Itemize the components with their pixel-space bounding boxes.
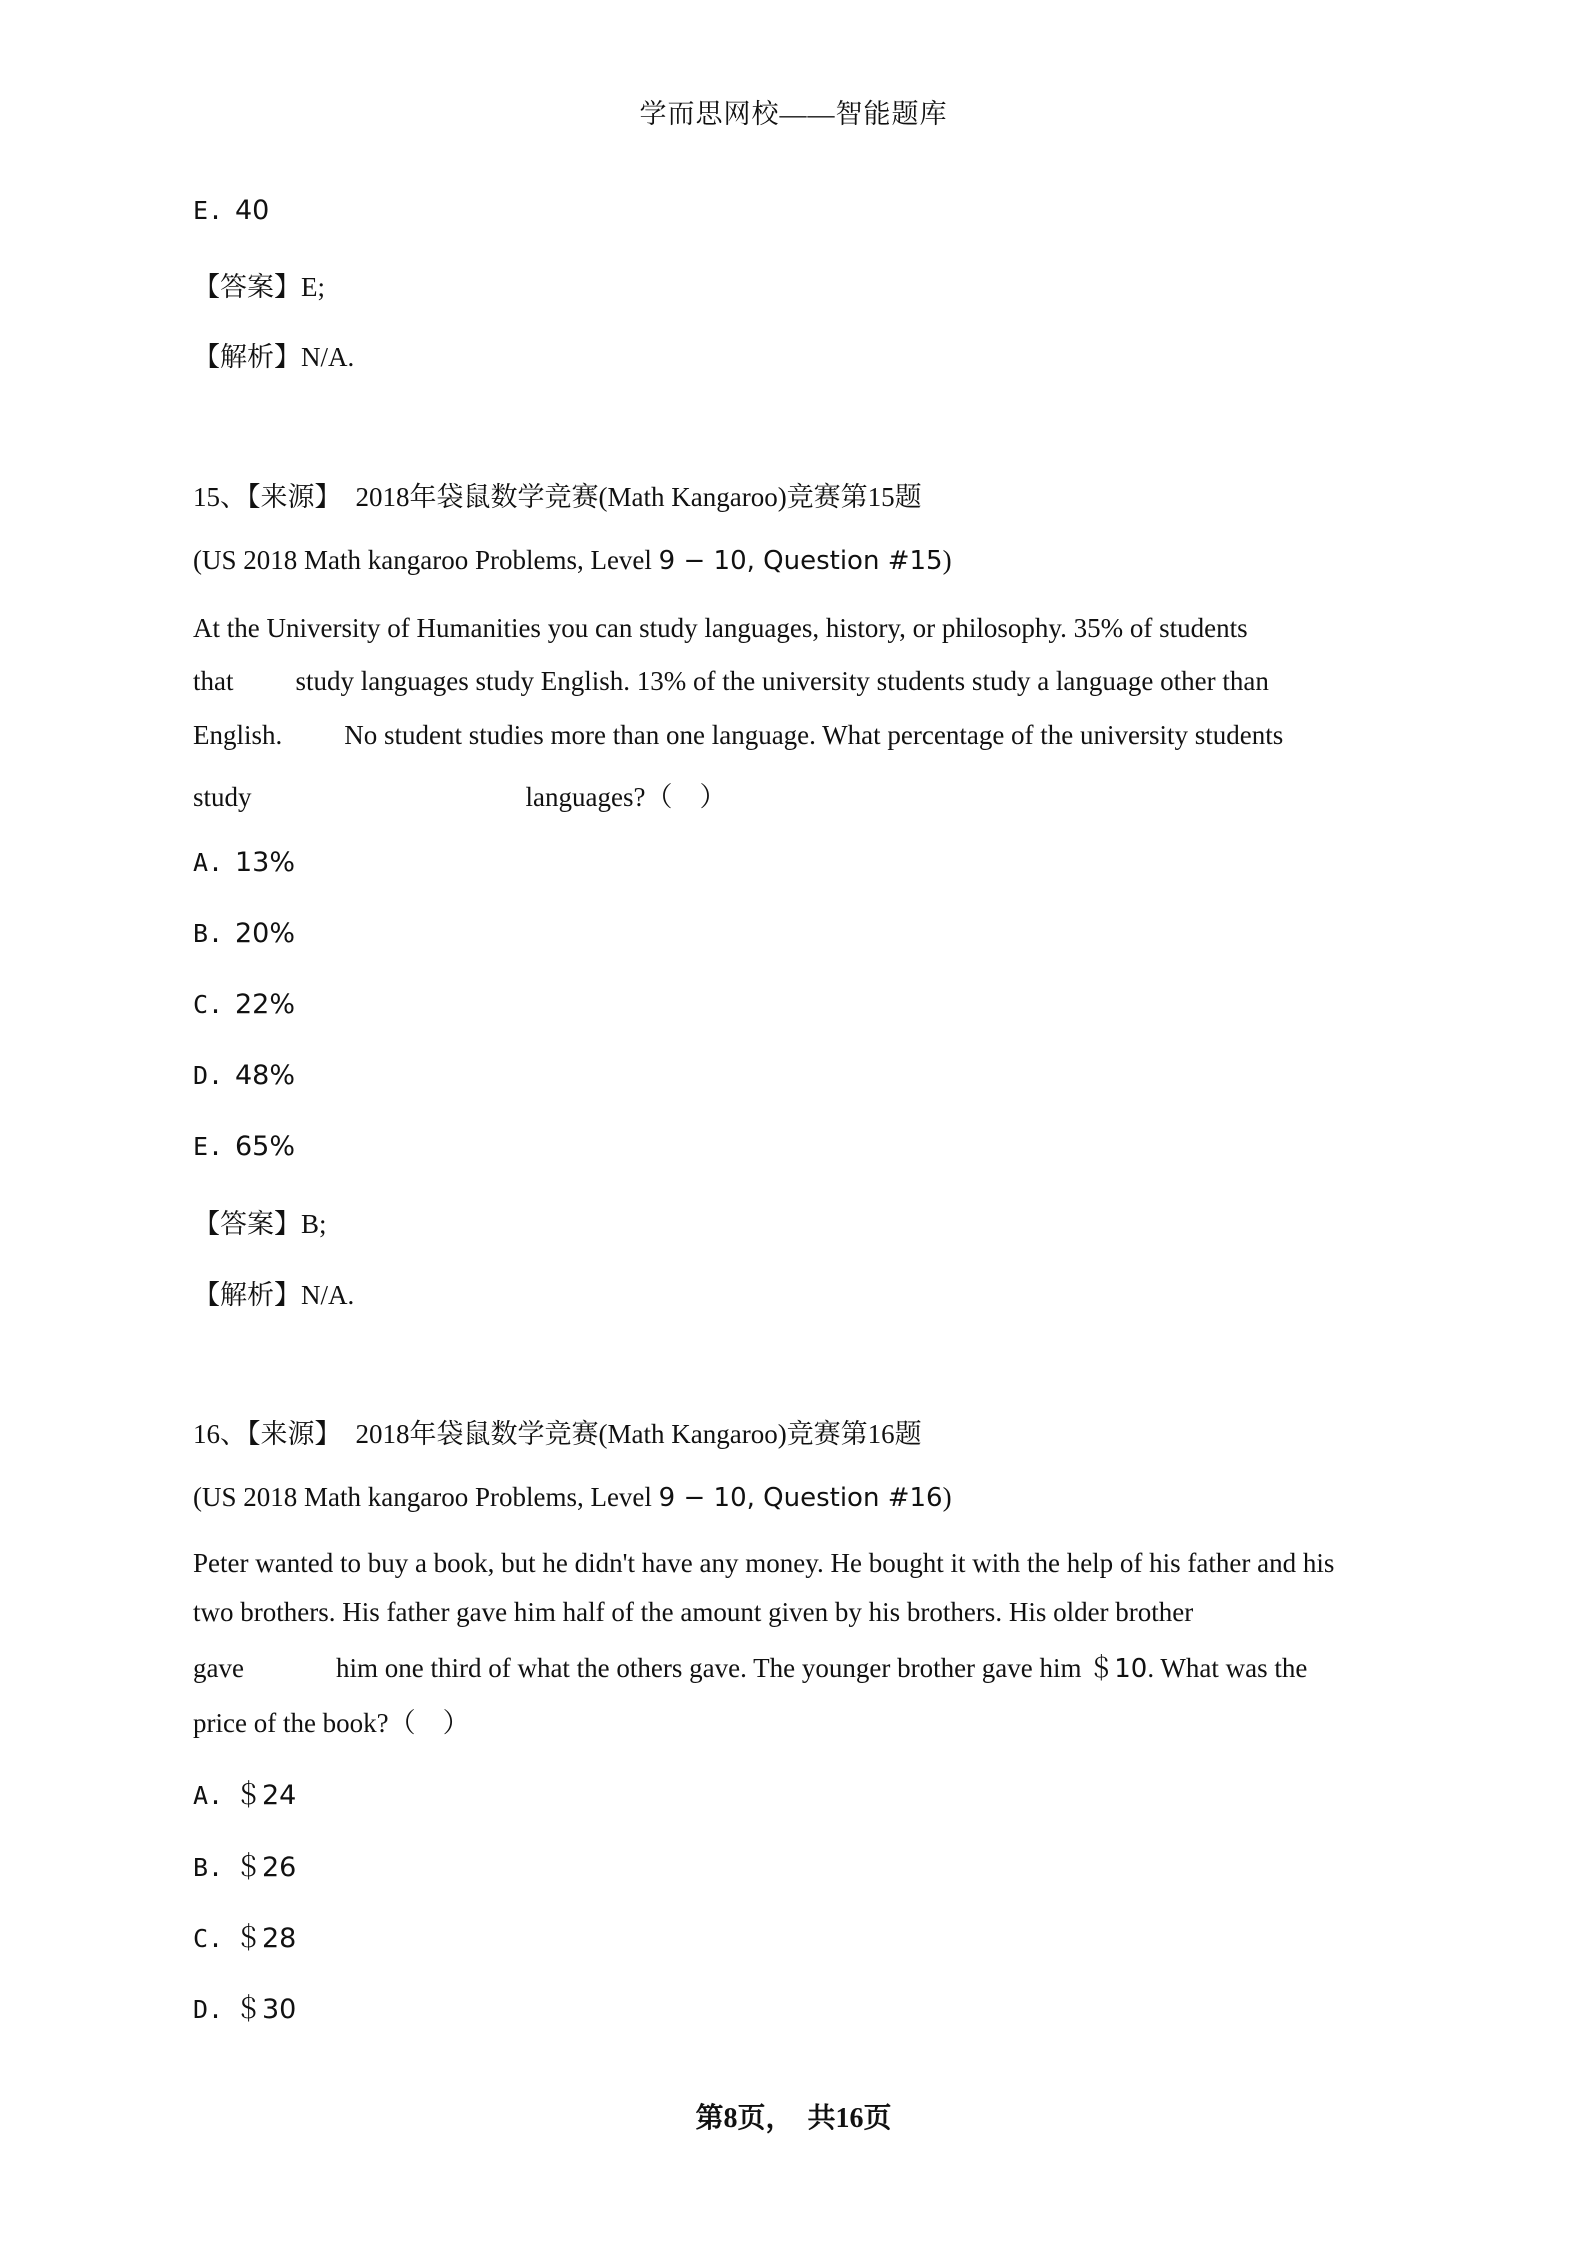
answer-value: B; xyxy=(301,1209,327,1239)
option-e xyxy=(193,195,269,226)
q15-text-line-3 xyxy=(193,720,1283,751)
reference-math: 9 − 10, Question #15 xyxy=(658,546,943,576)
source-text: 2018年袋鼠数学竞赛(Math Kangaroo)竞赛第16题 xyxy=(355,1419,922,1449)
q15-analysis-line xyxy=(193,1273,354,1312)
option-value: 22% xyxy=(235,989,296,1020)
q16-text-line-1: Peter wanted to buy a book, but he didn't have any money. He bought it with the help of his father and his xyxy=(193,1548,1335,1578)
question-number: 15、 xyxy=(193,482,247,512)
reference-text: (US 2018 Math kangaroo Problems, Level xyxy=(193,545,659,575)
q16-option-b xyxy=(193,1845,296,1884)
option-value: ＄30 xyxy=(235,1994,297,2025)
analysis-label: 【解析】 xyxy=(193,1280,301,1310)
question-number: 16、 xyxy=(193,1419,247,1449)
page-header: 学而思网校——智能题库 xyxy=(639,99,948,129)
text-fragment: English. xyxy=(193,720,283,750)
q15-option-a xyxy=(193,847,295,878)
q16-text-line-3 xyxy=(193,1648,1307,1685)
option-letter: A. xyxy=(193,1781,224,1810)
q15-source-line xyxy=(193,475,922,514)
answer-label: 【答案】 xyxy=(193,272,301,302)
option-letter: B. xyxy=(193,1853,224,1882)
analysis-value: N/A. xyxy=(301,342,355,372)
option-value: 20% xyxy=(235,918,296,949)
source-text: 2018年袋鼠数学竞赛(Math Kangaroo)竞赛第15题 xyxy=(355,482,922,512)
option-letter: C. xyxy=(193,1924,224,1953)
text-fragment: study languages study English. 13% of the university students study a language other than xyxy=(295,666,1269,696)
option-value: 40 xyxy=(235,195,270,226)
text-fragment: gave xyxy=(193,1653,244,1683)
q15-text-line-2 xyxy=(193,666,1269,697)
option-value: ＄26 xyxy=(235,1852,297,1883)
option-value: 48% xyxy=(235,1060,296,1091)
source-label: 【来源】 xyxy=(247,482,342,512)
text-fragment: No student studies more than one language. What percentage of the university students xyxy=(344,720,1284,750)
option-value: ＄24 xyxy=(235,1780,297,1811)
q15-text-line-1: At the University of Humanities you can study languages, history, or philosophy. 35% of students xyxy=(193,613,1248,643)
q16-reference xyxy=(193,1482,952,1513)
q15-answer-line xyxy=(193,1202,327,1241)
q16-source-line xyxy=(193,1412,922,1451)
q15-reference xyxy=(193,545,952,576)
option-letter: D. xyxy=(193,1995,224,2024)
q15-option-b xyxy=(193,918,295,949)
option-value: 65% xyxy=(235,1131,296,1162)
analysis-label: 【解析】 xyxy=(193,342,301,372)
reference-math: 9 − 10, Question #16 xyxy=(658,1483,943,1513)
text-fragment: languages?（ ） xyxy=(525,782,727,812)
analysis-line xyxy=(193,335,354,374)
option-letter: E. xyxy=(193,1132,224,1161)
q15-option-c xyxy=(193,989,295,1020)
text-fragment: study xyxy=(193,782,252,812)
q16-text-line-4: price of the book?（ ） xyxy=(193,1708,470,1738)
q15-text-line-4 xyxy=(193,775,726,814)
answer-value: E; xyxy=(301,272,325,302)
q16-option-d xyxy=(193,1987,296,2026)
answer-label: 【答案】 xyxy=(193,1209,301,1239)
option-value: ＄28 xyxy=(235,1923,297,1954)
option-letter: C. xyxy=(193,990,224,1019)
analysis-value: N/A. xyxy=(301,1280,355,1310)
answer-line xyxy=(193,265,325,304)
option-letter: D. xyxy=(193,1061,224,1090)
reference-text: (US 2018 Math kangaroo Problems, Level xyxy=(193,1482,659,1512)
q15-option-d xyxy=(193,1060,295,1091)
option-letter: A. xyxy=(193,848,224,877)
q16-option-c xyxy=(193,1916,296,1955)
q16-option-a xyxy=(193,1773,296,1812)
text-fragment: . What was the xyxy=(1147,1653,1308,1683)
math-amount: ＄10 xyxy=(1088,1654,1148,1684)
page-footer: 第8页， 共16页 xyxy=(695,2103,892,2134)
text-fragment: that xyxy=(193,666,234,696)
option-value: 13% xyxy=(235,847,296,878)
option-letter: E. xyxy=(193,196,224,225)
reference-close: ) xyxy=(942,1482,952,1512)
option-letter: B. xyxy=(193,919,224,948)
source-label: 【来源】 xyxy=(247,1419,342,1449)
q16-text-line-2: two brothers. His father gave him half of the amount given by his brothers. His older brother xyxy=(193,1597,1194,1627)
q15-option-e xyxy=(193,1131,295,1162)
reference-close: ) xyxy=(942,545,952,575)
text-fragment: him one third of what the others gave. The younger brother gave him xyxy=(335,1653,1089,1683)
